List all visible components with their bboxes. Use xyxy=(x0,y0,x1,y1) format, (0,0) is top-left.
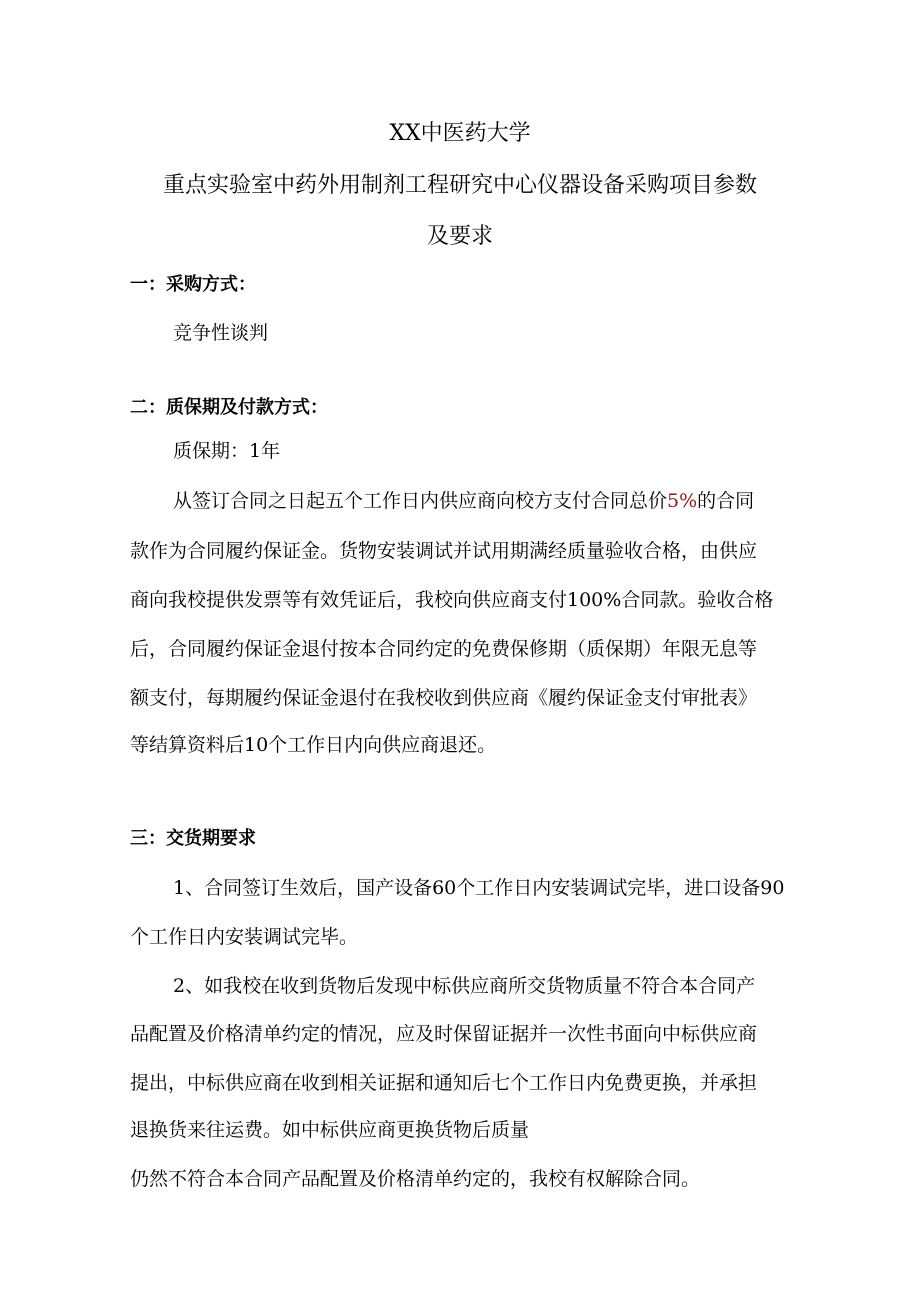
delivery-item-2-line: 退换货来往运费。如中标供应商更换货物后质量 xyxy=(130,1119,530,1141)
delivery-item-2-line: 提出，中标供应商在收到相关证据和通知后七个工作日内免费更换，并承担 xyxy=(130,1072,758,1094)
doc-title-project: 重点实验室中药外用制剂工程研究中心仪器设备采购项目参数 xyxy=(162,173,757,198)
delivery-item-2-line: 品配置及价格清单约定的情况，应及时保留证据并一次性书面向中标供应商 xyxy=(130,1023,758,1045)
section2-heading: 二：质保期及付款方式： xyxy=(130,397,328,418)
delivery-item-1-line: 个工作日内安装调试完毕。 xyxy=(130,926,359,948)
deposit-percentage: 5% xyxy=(667,490,698,512)
doc-title-suffix: 及要求 xyxy=(426,224,493,249)
procurement-method: 竞争性谈判 xyxy=(173,322,269,344)
doc-title-university: XX中医药大学 xyxy=(389,121,531,146)
payment-para-line: 后，合同履约保证金退付按本合同约定的免费保修期（质保期）年限无息等 xyxy=(130,638,758,660)
warranty-period: 质保期：1年 xyxy=(173,440,281,462)
payment-para-line: 额支付，每期履约保证金退付在我校收到供应商《履约保证金支付审批表》 xyxy=(130,687,758,709)
section1-heading: 一：采购方式： xyxy=(130,274,256,295)
payment-text-before: 从签订合同之日起五个工作日内供应商向校方支付合同总价 xyxy=(173,490,668,512)
delivery-item-2-line: 2、如我校在收到货物后发现中标供应商所交货物质量不符合本合同产 xyxy=(173,975,756,997)
delivery-item-1-line: 1、合同签订生效后，国产设备60个工作日内安装调试完毕，进口设备90 xyxy=(173,877,785,899)
payment-para-line-1 xyxy=(173,487,754,515)
payment-para-line: 等结算资料后10个工作日内向供应商退还。 xyxy=(130,734,497,756)
delivery-item-2-line: 仍然不符合本合同产品配置及价格清单约定的，我校有权解除合同。 xyxy=(130,1168,701,1190)
payment-text-after: 的合同 xyxy=(697,490,755,512)
payment-para-line: 商向我校提供发票等有效凭证后，我校向供应商支付100%合同款。验收合格 xyxy=(130,589,774,611)
section3-heading: 三：交货期要求 xyxy=(130,828,256,849)
payment-para-line: 款作为合同履约保证金。货物安装调试并试用期满经质量验收合格，由供应 xyxy=(130,540,758,562)
